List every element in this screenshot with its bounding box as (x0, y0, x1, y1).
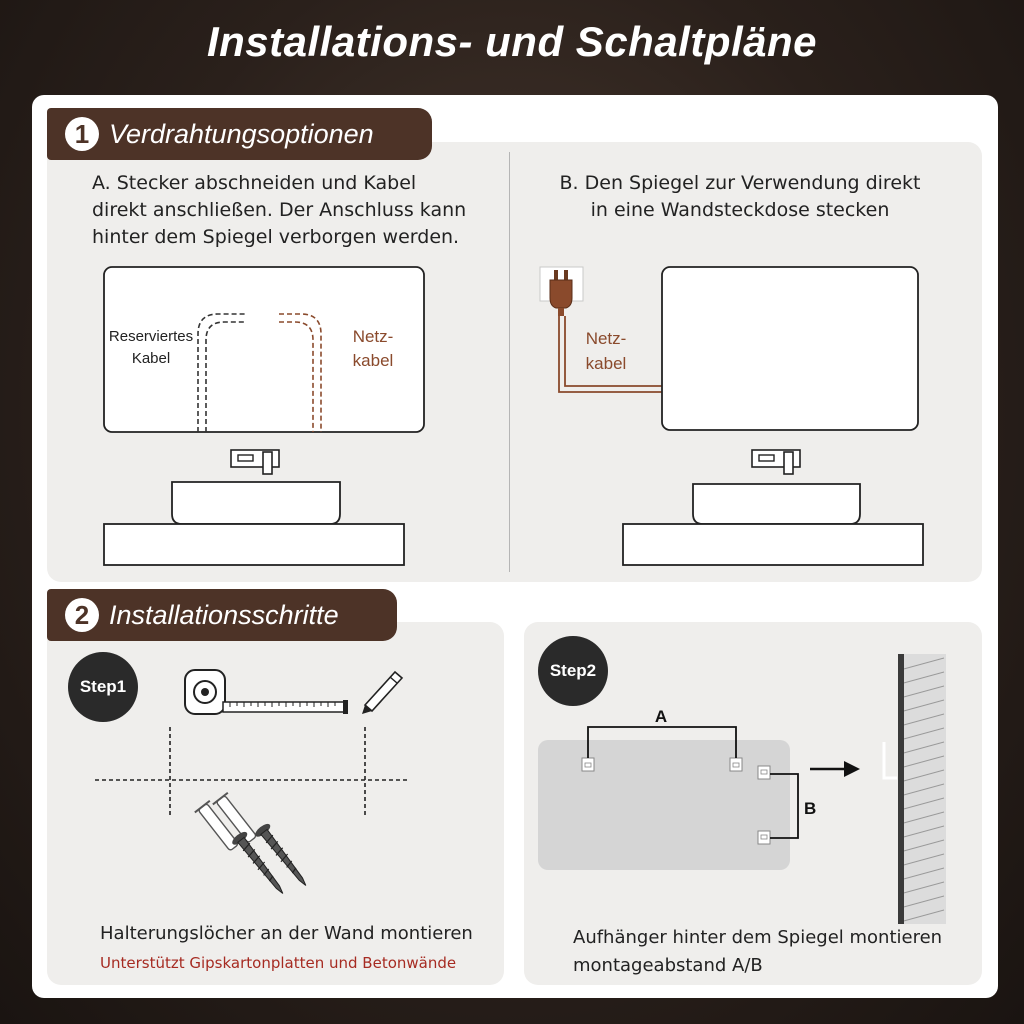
page-title: Installations- und Schaltpläne (206, 18, 818, 65)
hanger-bracket-icon (730, 758, 742, 771)
reserved-cable-label: Reserviertes (108, 328, 194, 345)
basin (172, 482, 340, 524)
wall-surface (898, 654, 904, 924)
section-title: Verdrahtungsoptionen (109, 118, 374, 149)
step1-badge: Step1 (68, 652, 138, 722)
section-number: 1 (65, 117, 99, 151)
power-cable-label: Netz- (585, 329, 627, 348)
mirror-back (538, 740, 790, 870)
option-b-line: B. Den Spiegel zur Verwendung direkt (559, 172, 921, 194)
faucet-icon (231, 450, 279, 474)
step2-caption-line: Aufhänger hinter dem Spiegel montieren (573, 927, 943, 948)
step2-badge: Step2 (538, 636, 608, 706)
hanger-bracket-icon (582, 758, 594, 771)
step1-caption: Halterungslöcher an der Wand montieren (100, 923, 473, 944)
step1-note: Unterstützt Gipskartonplatten und Betonwände (100, 954, 457, 972)
step2-caption (573, 924, 942, 980)
dimension-a-label: A (654, 707, 668, 726)
section-tab-wiring (47, 108, 432, 160)
dimension-b-label: B (804, 799, 817, 818)
basin (693, 484, 860, 524)
hanger-bracket-icon (758, 831, 770, 844)
panel-divider (509, 152, 510, 572)
section-tab-installation (47, 589, 397, 641)
option-b-diagram (530, 262, 930, 572)
pencil-icon (362, 672, 402, 714)
junction-box (245, 308, 279, 326)
step2-diagram (530, 650, 960, 930)
arrow-right-icon (810, 761, 860, 777)
power-cable-label: kabel (352, 351, 394, 370)
reserved-cable-label: Kabel (131, 350, 171, 367)
option-a-line: hinter dem Spiegel verborgen werden. (92, 226, 460, 248)
option-a-line: direkt anschließen. Der Anschluss kann (92, 199, 467, 221)
power-cable-label: kabel (585, 354, 627, 373)
wall-plug-icon (540, 267, 583, 316)
hanger-bracket-icon (758, 766, 770, 779)
screw-icon (253, 822, 313, 891)
option-a-text (92, 170, 492, 251)
step1-diagram (90, 662, 420, 922)
section-title: Installationsschritte (109, 599, 339, 630)
power-cable-label: Netz- (352, 327, 394, 346)
tape-measure-icon (185, 670, 348, 714)
mirror-outline (662, 267, 918, 430)
faucet-icon (752, 450, 800, 474)
screw-icon (230, 830, 290, 899)
power-cable (565, 316, 663, 386)
option-a-line: A. Stecker abschneiden und Kabel (92, 172, 417, 194)
option-b-line: in eine Wandsteckdose stecken (590, 199, 890, 221)
option-b-text (520, 170, 960, 224)
countertop (623, 524, 923, 565)
option-a-diagram (95, 262, 435, 572)
countertop (104, 524, 404, 565)
step2-caption-line: montageabstand A/B (573, 955, 763, 976)
section-number: 2 (65, 598, 99, 632)
wall-hook-icon (884, 742, 897, 778)
